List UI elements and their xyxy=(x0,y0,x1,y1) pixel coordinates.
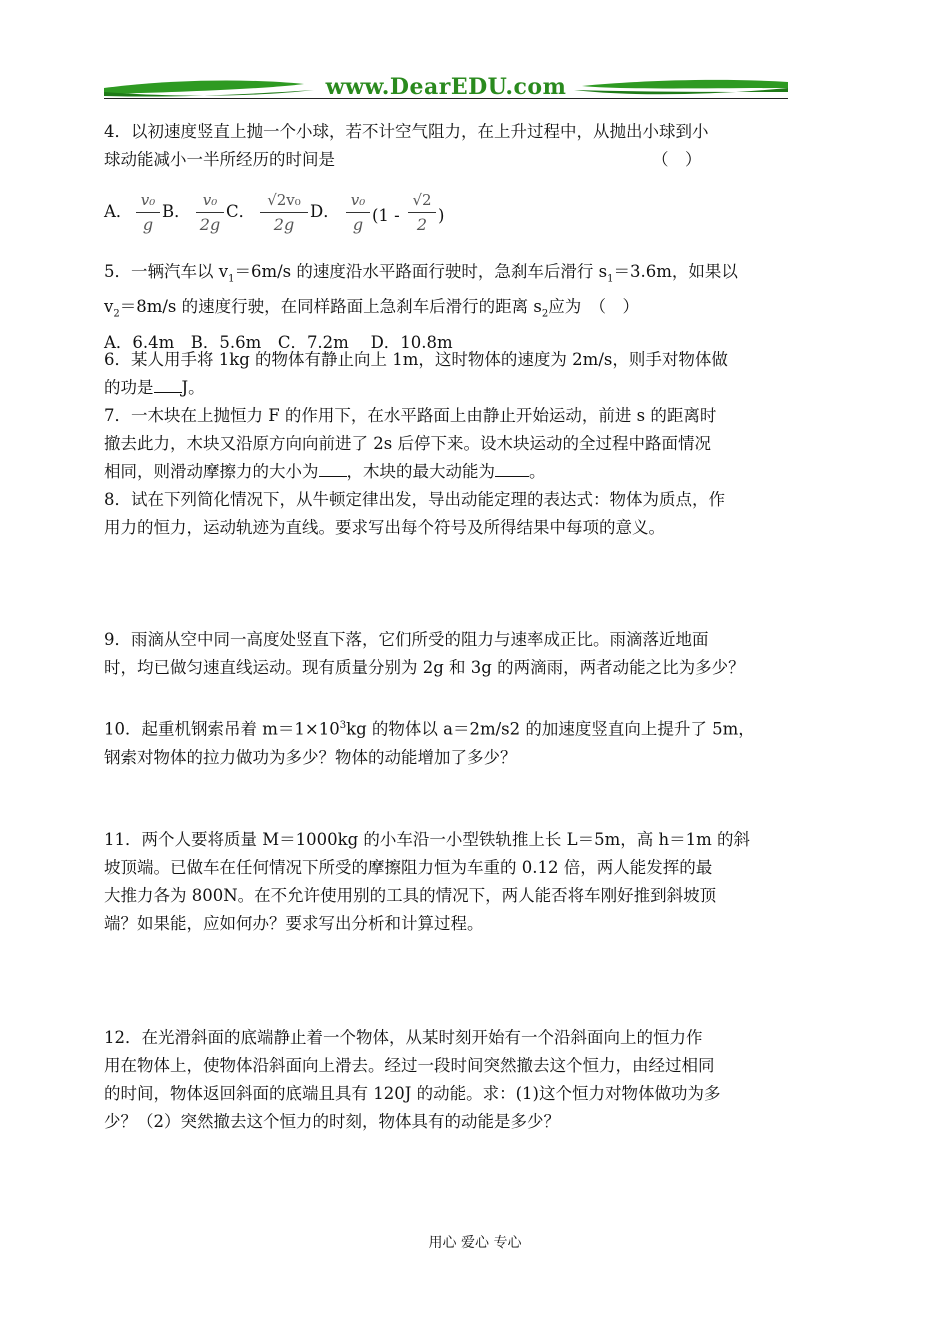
header-rule xyxy=(104,98,788,99)
fraction-bar xyxy=(408,212,436,213)
fraction-numerator: v₀ xyxy=(140,191,156,209)
q11-line2: 坡顶端。已做车在任何情况下所受的摩擦阻力恒为车重的 0.12 倍，两人能发挥的最 xyxy=(104,858,713,877)
q5-l1c: ＝3.6m，如果以 xyxy=(613,262,738,281)
q4-option-d-mid: (1 - xyxy=(372,206,400,225)
q10-l1-sup: 3 xyxy=(339,720,347,731)
fraction-denominator: 2g xyxy=(273,215,295,234)
q5-l2a: v xyxy=(104,297,114,317)
answer-blank xyxy=(154,376,182,393)
q12-line3: 的时间，物体返回斜面的底端且具有 120J 的动能。求：(1)这个恒力对物体做功为多 xyxy=(104,1084,721,1103)
q12-line4: 少？（2）突然撤去这个恒力的时刻，物体具有的动能是多少？ xyxy=(104,1112,560,1131)
q5-l2b: ＝8m/s 的速度行驶，在同样路面上急刹车后滑行的距离 s xyxy=(119,297,542,317)
q10-l1a: 10．起重机钢索吊着 m＝1×10 xyxy=(104,719,340,739)
q4-option-d-fraction xyxy=(346,190,370,235)
q4-option-c-fraction xyxy=(260,190,308,235)
q5-line2 xyxy=(104,293,794,328)
q7-l3b: ，木块的最大动能为 xyxy=(346,462,495,481)
q7-line1: 7．一木块在上抛恒力 F 的作用下，在水平路面上由静止开始运动，前进 s 的距离时 xyxy=(104,406,717,425)
question-5 xyxy=(104,258,794,357)
q5-l2-sub2: 2 xyxy=(541,308,549,320)
question-12 xyxy=(104,1024,794,1136)
q4-option-b-label: B． xyxy=(162,202,191,221)
fraction-denominator: g xyxy=(352,215,364,234)
q4-option-a-fraction xyxy=(136,190,160,235)
q5-l1b: ＝6m/s 的速度沿水平路面行驶时，急刹车后滑行 s xyxy=(234,262,608,281)
fraction-numerator: √2 xyxy=(412,191,432,209)
q4-line2 xyxy=(104,146,794,174)
q4-option-b-fraction xyxy=(196,190,224,235)
q7-l3c: 。 xyxy=(529,462,546,481)
question-10 xyxy=(104,712,794,772)
page-footer: 用心 爱心 专心 xyxy=(428,1235,522,1251)
q8-line1: 8．试在下列简化情况下，从牛顿定律出发，导出动能定理的表达式：物体为质点，作 xyxy=(104,490,725,509)
question-8 xyxy=(104,486,794,542)
question-11 xyxy=(104,826,794,938)
q12-line1: 12．在光滑斜面的底端静止着一个物体，从某时刻开始有一个沿斜面向上的恒力作 xyxy=(104,1028,703,1047)
q9-line1: 9．雨滴从空中同一高度处竖直下落，它们所受的阻力与速率成正比。雨滴落近地面 xyxy=(104,630,709,649)
q5-l2-sub1: 2 xyxy=(113,308,120,320)
q4-line2-text: 球动能减小一半所经历的时间是 xyxy=(104,150,335,169)
q10-line1 xyxy=(104,712,794,744)
q4-option-d-root-fraction xyxy=(408,190,436,235)
q11-line3: 大推力各为 800N。在不允许使用别的工具的情况下，两人能否将车刚好推到斜坡顶 xyxy=(104,886,717,905)
q5-l1-sub1: 1 xyxy=(228,273,235,285)
q6-line2 xyxy=(104,374,794,402)
q9-line2: 时，均已做匀速直线运动。现有质量分别为 2g 和 3g 的两滴雨，两者动能之比为多少？ xyxy=(104,658,745,677)
question-4 xyxy=(104,118,794,174)
fraction-bar xyxy=(346,212,370,213)
q6-l2a: 的功是 xyxy=(104,378,154,397)
q5-line1 xyxy=(104,258,794,293)
q6-line1: 6．某人用手将 1kg 的物体有静止向上 1m，这时物体的速度为 2m/s，则手对物体做 xyxy=(104,350,728,369)
q11-line1: 11．两个人要将质量 M＝1000kg 的小车沿一小型铁轨推上长 L＝5m，高 h＝1m 的斜 xyxy=(104,830,751,849)
q7-line2: 撤去此力，木块又沿原方向向前进了 2s 后停下来。设木块运动的全过程中路面情况 xyxy=(104,434,711,453)
answer-blank xyxy=(319,460,347,477)
q5-l1a: 5．一辆汽车以 v xyxy=(104,262,229,281)
q4-line1: 4．以初速度竖直上抛一个小球，若不计空气阻力，在上升过程中，从抛出小球到小 xyxy=(104,122,709,141)
q8-line2: 用力的恒力，运动轨迹为直线。要求写出每个符号及所得结果中每项的意义。 xyxy=(104,518,665,537)
q4-paren: （ ） xyxy=(652,150,702,169)
q7-line3 xyxy=(104,458,794,486)
fraction-bar xyxy=(260,212,308,213)
q4-option-c-label: C． xyxy=(226,202,256,221)
q11-line4: 端？如果能，应如何办？要求写出分析和计算过程。 xyxy=(104,914,484,933)
fraction-bar xyxy=(136,212,160,213)
answer-blank xyxy=(495,460,529,477)
fraction-denominator: 2 xyxy=(416,215,428,234)
q10-line2: 钢索对物体的拉力做功为多少？物体的动能增加了多少？ xyxy=(104,747,517,767)
q12-line2: 用在物体上，使物体沿斜面向上滑去。经过一段时间突然撤去这个恒力，由经过相同 xyxy=(104,1056,715,1075)
q4-option-d-label: D． xyxy=(310,202,340,221)
question-9 xyxy=(104,626,794,682)
fraction-denominator: g xyxy=(142,215,154,234)
q7-l3a: 相同，则滑动摩擦力的大小为 xyxy=(104,462,319,481)
q4-option-a-label: A． xyxy=(104,202,133,221)
q4-option-d-end: ) xyxy=(438,206,445,225)
question-7 xyxy=(104,402,794,486)
fraction-numerator: v₀ xyxy=(202,191,218,209)
fraction-denominator: 2g xyxy=(199,215,221,234)
q5-l2c: 应为 （ ） xyxy=(548,297,639,317)
q5-options: A．6.4m B．5.6m C．7.2m D．10.8m xyxy=(104,332,453,352)
fraction-bar xyxy=(196,212,224,213)
q6-l2b: J。 xyxy=(181,378,205,397)
question-6 xyxy=(104,346,794,402)
site-title: www.DearEDU.com xyxy=(325,74,567,100)
q5-l1-sub2: 1 xyxy=(607,273,614,285)
q10-l1b: kg 的物体以 a＝2m/s2 的加速度竖直向上提升了 5m， xyxy=(346,719,755,739)
fraction-numerator: v₀ xyxy=(350,191,366,209)
fraction-numerator: √2v₀ xyxy=(267,191,301,209)
